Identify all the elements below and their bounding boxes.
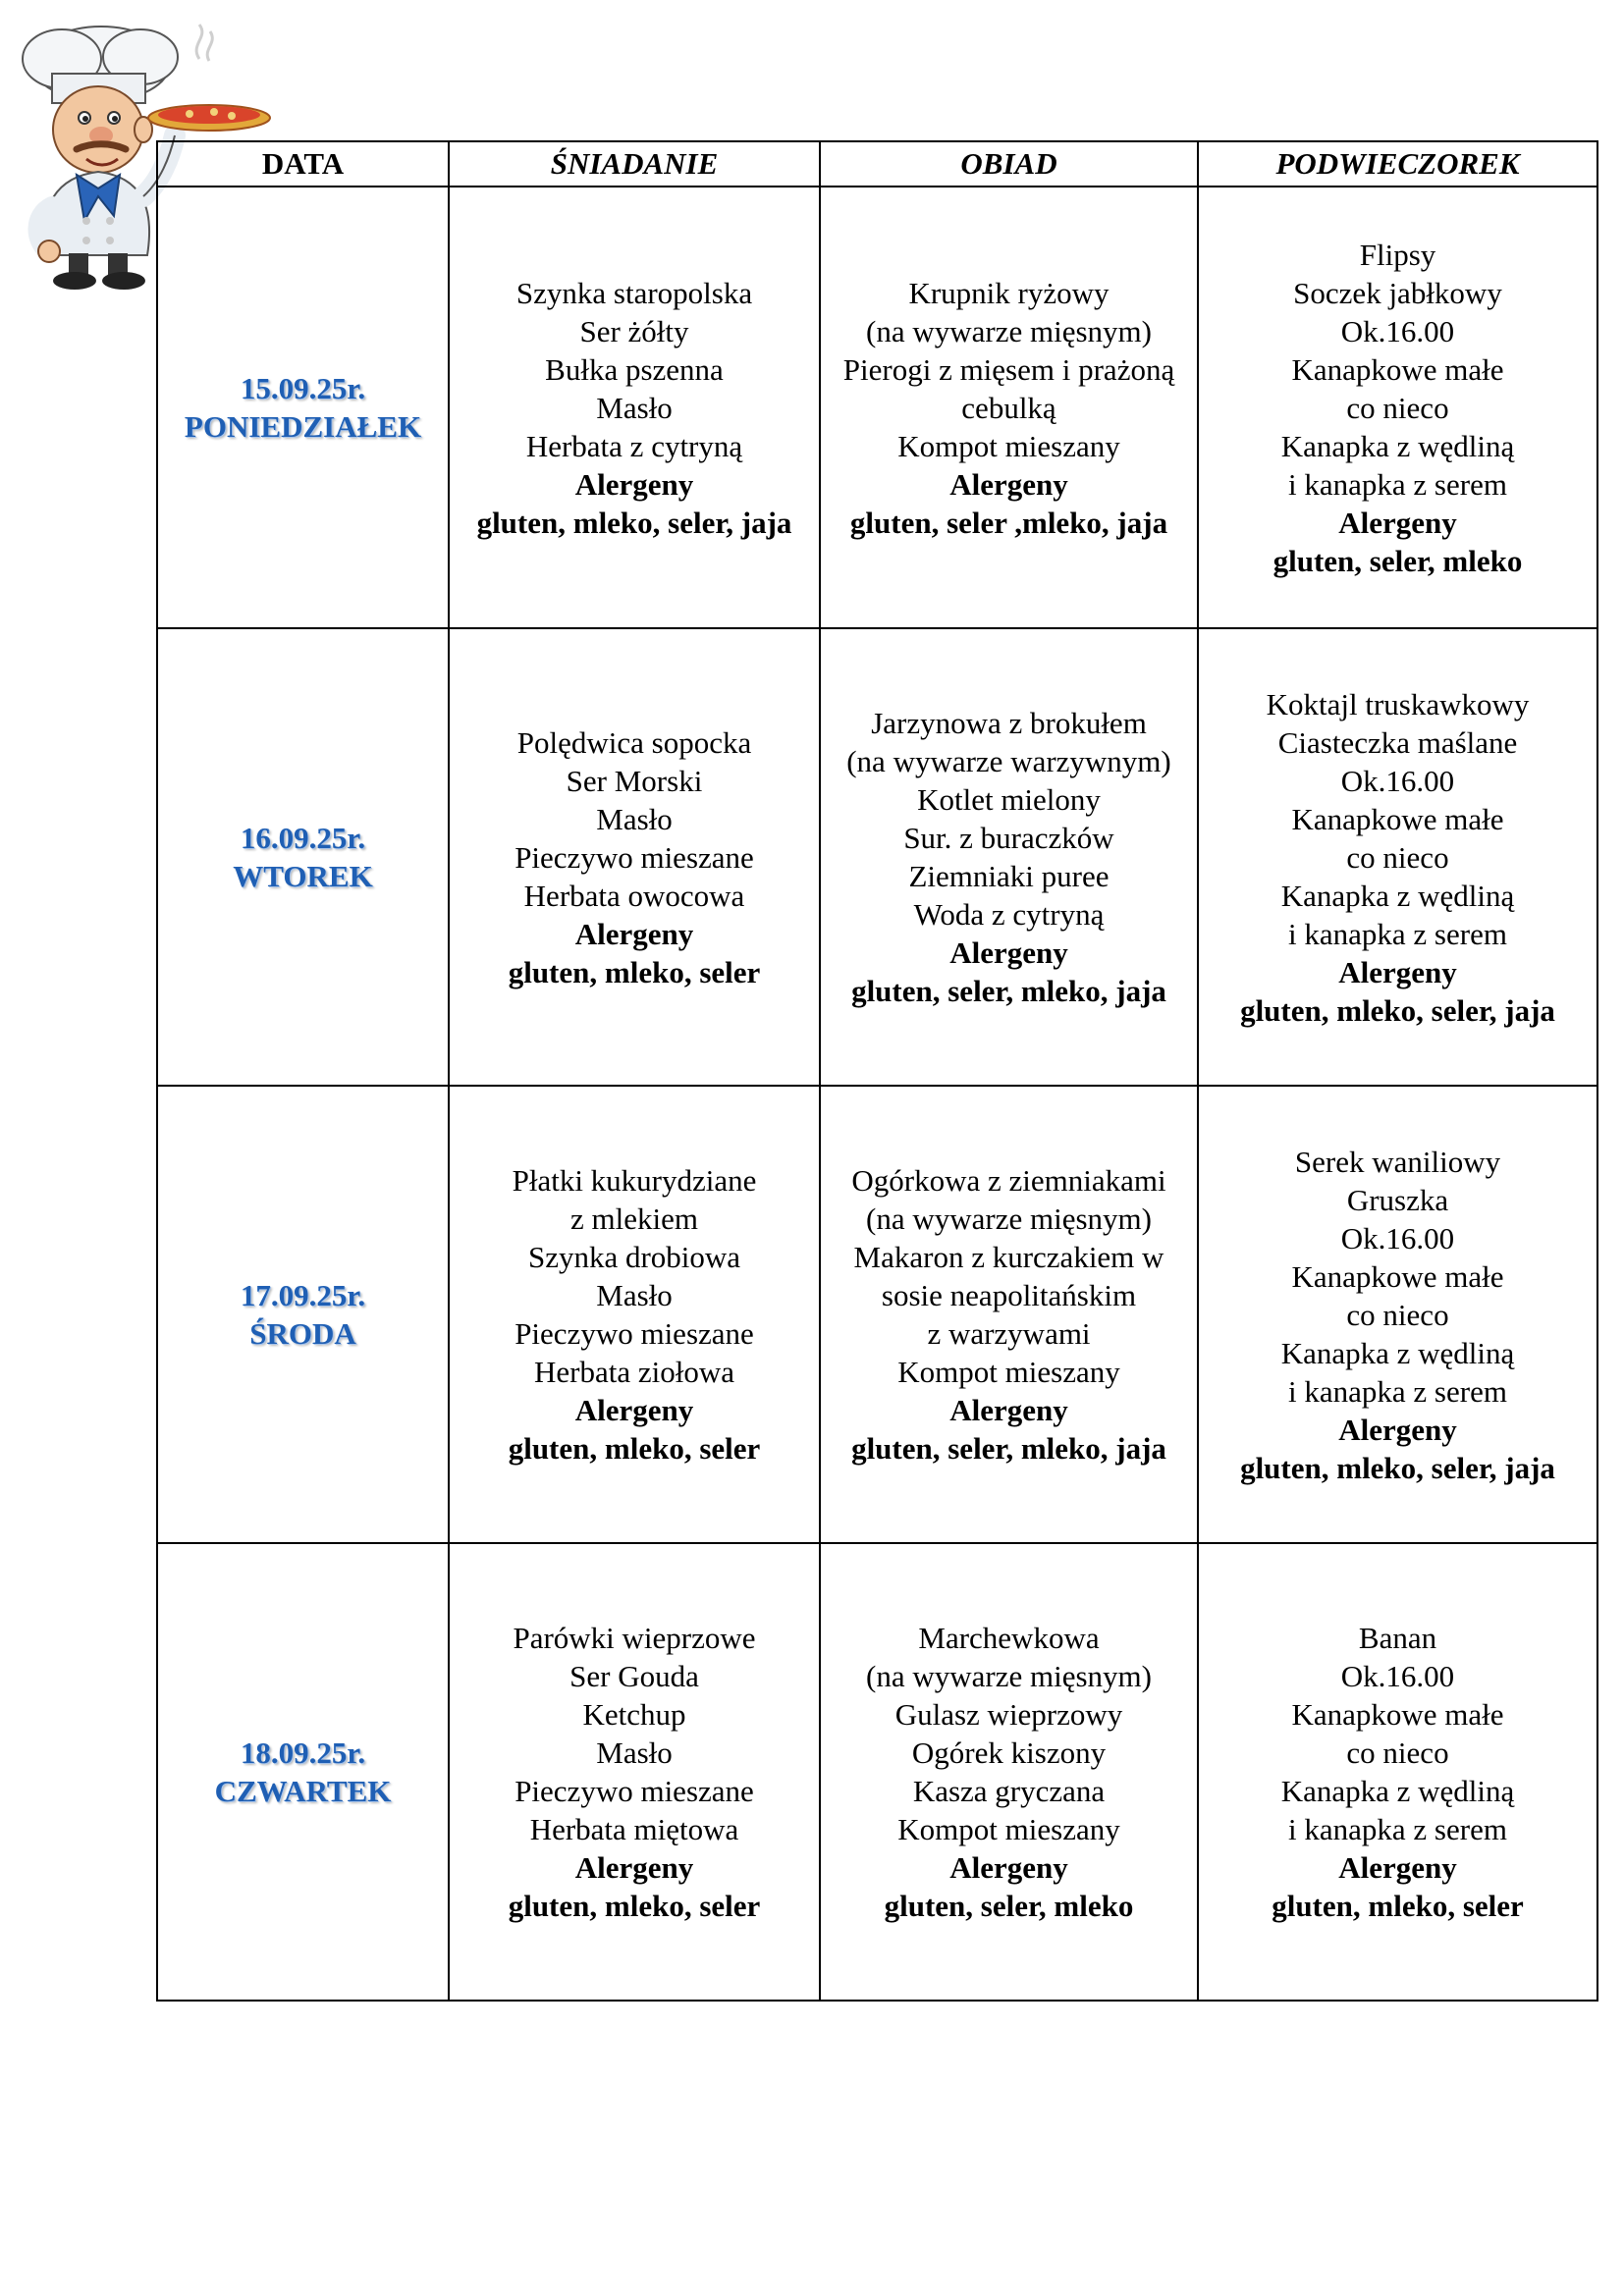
allergens-label: Alergeny: [1338, 1412, 1457, 1447]
breakfast-item: Pieczywo mieszane: [514, 1316, 754, 1351]
snack-item: Soczek jabłkowy: [1293, 275, 1502, 310]
snack-item: co nieco: [1346, 839, 1449, 875]
day-row: [157, 187, 1597, 628]
breakfast-cell: [449, 187, 820, 628]
snack-item: Ok.16.00: [1340, 313, 1455, 348]
snack-item: Banan: [1358, 1621, 1437, 1655]
day-weekday: PONIEDZIAŁEK: [184, 409, 422, 444]
snack-item: co nieco: [1346, 1735, 1449, 1770]
snack-item: Kanapka z wędliną: [1280, 1774, 1515, 1808]
breakfast-item: Herbata miętowa: [529, 1812, 739, 1846]
allergens-label: Alergeny: [1338, 954, 1457, 989]
allergens-list: gluten, mleko, seler, jaja: [476, 505, 792, 540]
allergens-list: gluten, seler, mleko: [1272, 543, 1523, 578]
snack-item: i kanapka z serem: [1288, 466, 1507, 502]
allergens-list: gluten, seler, mleko: [884, 1889, 1134, 1923]
allergens-label: Alergeny: [574, 916, 694, 951]
date-cell: [157, 1543, 449, 2001]
lunch-item: cebulką: [961, 390, 1056, 425]
breakfast-item: Parówki wieprzowe: [513, 1621, 756, 1655]
allergens-list: gluten, seler, mleko, jaja: [851, 974, 1166, 1008]
lunch-item: Gulasz wieprzowy: [894, 1697, 1123, 1732]
snack-item: Ok.16.00: [1340, 763, 1455, 798]
lunch-item: (na wywarze mięsnym): [866, 1201, 1152, 1236]
snack-item: i kanapka z serem: [1288, 1812, 1507, 1846]
allergens-label: Alergeny: [574, 1393, 694, 1427]
snack-item: Ok.16.00: [1340, 1220, 1455, 1255]
day-row: [157, 628, 1597, 1086]
breakfast-item: Ser żółty: [579, 313, 689, 348]
allergens-list: gluten, seler ,mleko, jaja: [849, 505, 1168, 540]
lunch-item: (na wywarze mięsnym): [866, 1659, 1152, 1693]
lunch-cell: [820, 628, 1198, 1086]
breakfast-cell: [449, 1086, 820, 1543]
header-breakfast: ŚNIADANIE: [449, 141, 820, 187]
snack-cell: [1198, 1543, 1597, 2001]
day-date: 15.09.25r.: [240, 371, 366, 405]
lunch-item: Ogórek kiszony: [911, 1735, 1107, 1770]
breakfast-item: z mlekiem: [570, 1201, 698, 1236]
allergens-label: Alergeny: [949, 935, 1068, 970]
snack-item: i kanapka z serem: [1288, 1373, 1507, 1409]
breakfast-item: Szynka staropolska: [515, 275, 753, 310]
snack-item: Kanapkowe małe: [1291, 801, 1504, 836]
lunch-cell: [820, 187, 1198, 628]
snack-item: Kanapkowe małe: [1291, 1258, 1504, 1294]
snack-cell: [1198, 628, 1597, 1086]
lunch-item: Kompot mieszany: [897, 428, 1120, 463]
breakfast-item: Ketchup: [582, 1697, 686, 1732]
date-cell: [157, 187, 449, 628]
day-row: [157, 1543, 1597, 2001]
breakfast-item: Herbata z cytryną: [525, 428, 743, 463]
snack-item: Serek waniliowy: [1294, 1144, 1501, 1179]
snack-item: i kanapka z serem: [1288, 916, 1507, 951]
snack-item: Flipsy: [1359, 237, 1436, 272]
lunch-item: Jarzynowa z brokułem: [871, 706, 1147, 740]
header-date: DATA: [157, 141, 449, 187]
snack-cell: [1198, 1086, 1597, 1543]
allergens-label: Alergeny: [574, 466, 694, 502]
lunch-item: Kompot mieszany: [897, 1812, 1120, 1846]
lunch-item: Ogórkowa z ziemniakami: [851, 1163, 1166, 1198]
breakfast-item: Ser Gouda: [569, 1659, 699, 1693]
lunch-item: Marchewkowa: [918, 1621, 1100, 1655]
lunch-item: Pierogi z mięsem i prażoną: [842, 351, 1175, 387]
header-snack: PODWIECZOREK: [1198, 141, 1597, 187]
breakfast-item: Płatki kukurydziane: [512, 1163, 757, 1198]
snack-item: Kanapka z wędliną: [1280, 428, 1515, 463]
breakfast-item: Masło: [596, 801, 673, 836]
allergens-list: gluten, mleko, seler: [508, 954, 761, 989]
breakfast-item: Bułka pszenna: [545, 351, 724, 387]
snack-item: Gruszka: [1346, 1182, 1449, 1217]
lunch-cell: [820, 1543, 1198, 2001]
breakfast-item: Masło: [596, 1735, 673, 1770]
allergens-label: Alergeny: [949, 1393, 1068, 1427]
allergens-list: gluten, mleko, seler, jaja: [1240, 1450, 1555, 1485]
breakfast-item: Herbata ziołowa: [534, 1355, 734, 1389]
snack-cell: [1198, 187, 1597, 628]
lunch-item: Woda z cytryną: [913, 897, 1105, 932]
allergens-list: gluten, seler, mleko, jaja: [851, 1431, 1166, 1466]
breakfast-item: Masło: [596, 390, 673, 425]
breakfast-cell: [449, 628, 820, 1086]
breakfast-item: Pieczywo mieszane: [514, 1774, 754, 1808]
allergens-label: Alergeny: [574, 1850, 694, 1885]
snack-item: co nieco: [1346, 1297, 1449, 1332]
allergens-label: Alergeny: [949, 466, 1068, 502]
date-cell: [157, 1086, 449, 1543]
day-date: 16.09.25r.: [240, 821, 366, 855]
lunch-item: (na wywarze mięsnym): [866, 313, 1152, 348]
day-date: 17.09.25r.: [240, 1278, 366, 1312]
snack-item: Kanapkowe małe: [1291, 351, 1504, 387]
snack-item: Kanapkowe małe: [1291, 1697, 1504, 1732]
allergens-list: gluten, mleko, seler: [508, 1431, 761, 1466]
snack-item: Kanapka z wędliną: [1280, 1335, 1515, 1370]
day-weekday: WTOREK: [233, 859, 373, 893]
snack-item: co nieco: [1346, 390, 1449, 425]
header-row: [157, 141, 1597, 187]
day-weekday: CZWARTEK: [214, 1774, 392, 1808]
allergens-list: gluten, mleko, seler, jaja: [1240, 992, 1555, 1028]
allergens-label: Alergeny: [1338, 505, 1457, 540]
breakfast-cell: [449, 1543, 820, 2001]
breakfast-item: Ser Morski: [566, 763, 703, 798]
weekly-menu-table: [156, 140, 1598, 2002]
lunch-item: Kompot mieszany: [897, 1355, 1120, 1389]
lunch-item: sosie neapolitańskim: [881, 1278, 1137, 1312]
allergens-label: Alergeny: [949, 1850, 1068, 1885]
allergens-list: gluten, mleko, seler: [508, 1889, 761, 1923]
snack-item: Koktajl truskawkowy: [1266, 686, 1530, 721]
allergens-list: gluten, mleko, seler: [1272, 1889, 1524, 1923]
lunch-item: z warzywami: [927, 1316, 1091, 1351]
lunch-item: Sur. z buraczków: [903, 821, 1114, 855]
lunch-item: Kotlet mielony: [917, 782, 1101, 817]
snack-item: Ciasteczka maślane: [1277, 724, 1518, 760]
lunch-item: (na wywarze warzywnym): [846, 744, 1171, 778]
lunch-item: Kasza gryczana: [912, 1774, 1106, 1808]
lunch-cell: [820, 1086, 1198, 1543]
breakfast-item: Szynka drobiowa: [527, 1240, 741, 1274]
lunch-item: Ziemniaki puree: [908, 859, 1110, 893]
breakfast-item: Polędwica sopocka: [516, 724, 752, 760]
snack-item: Ok.16.00: [1340, 1659, 1455, 1693]
day-weekday: ŚRODA: [249, 1316, 356, 1351]
date-cell: [157, 628, 449, 1086]
lunch-item: Krupnik ryżowy: [908, 275, 1110, 310]
breakfast-item: Pieczywo mieszane: [514, 839, 754, 875]
snack-item: Kanapka z wędliną: [1280, 878, 1515, 913]
day-row: [157, 1086, 1597, 1543]
allergens-label: Alergeny: [1338, 1850, 1457, 1885]
day-date: 18.09.25r.: [240, 1735, 366, 1770]
header-lunch: OBIAD: [820, 141, 1198, 187]
lunch-item: Makaron z kurczakiem w: [853, 1240, 1164, 1274]
breakfast-item: Masło: [596, 1278, 673, 1312]
breakfast-item: Herbata owocowa: [523, 878, 745, 913]
